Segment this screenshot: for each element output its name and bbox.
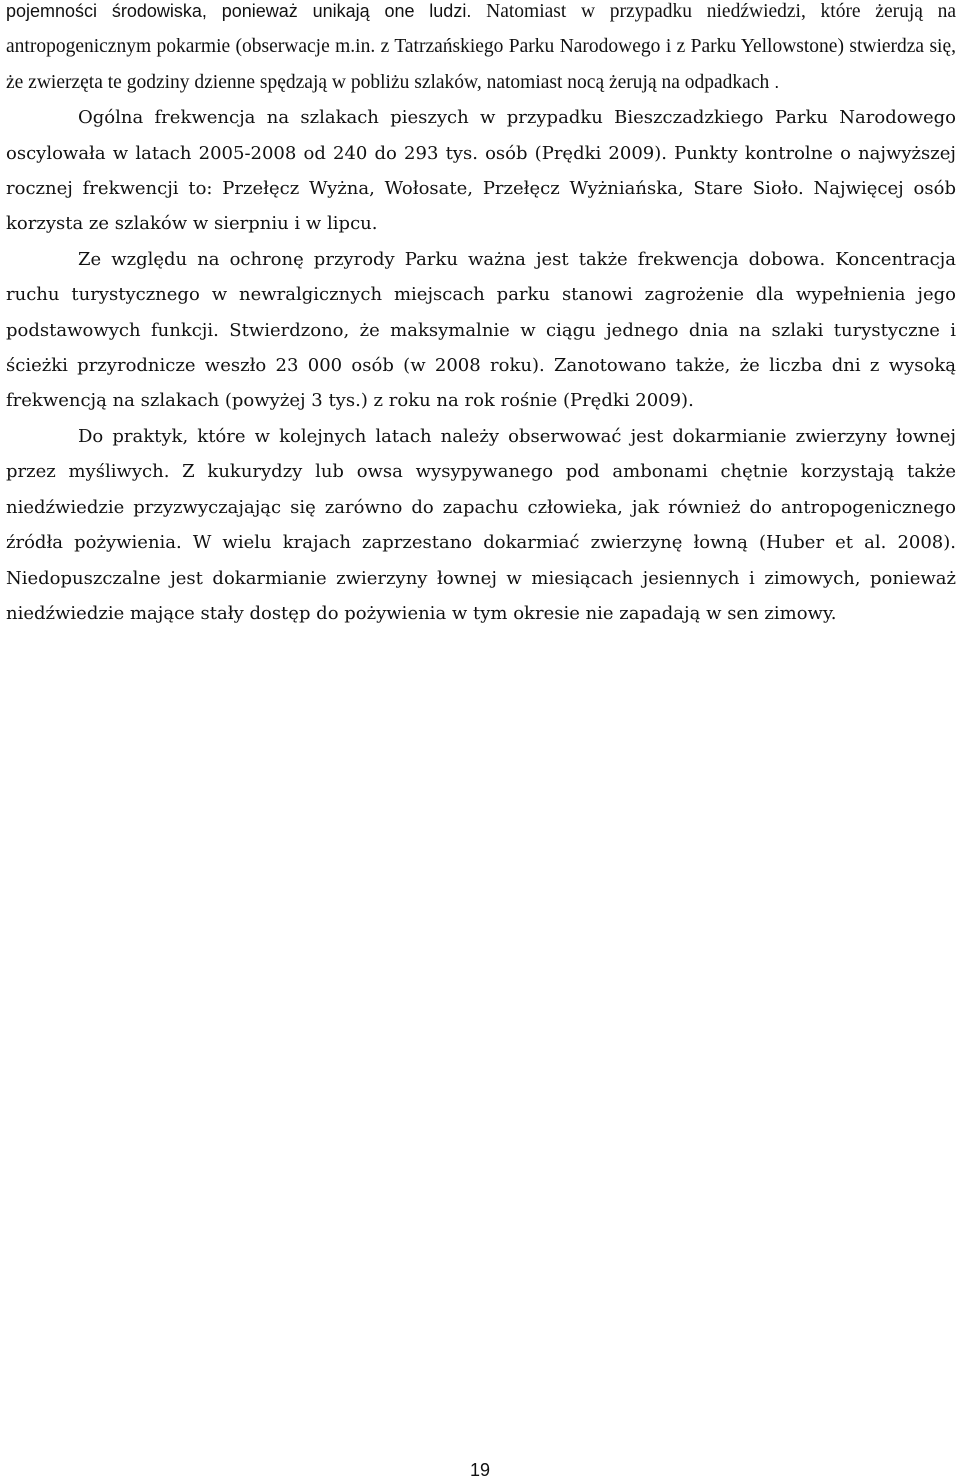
paragraph-trail-attendance: Ogólna frekwencja na szlakach pieszych w przypadku Bieszczadzkiego Parku Narodowego oscylowała w latach 2005-2008 od 240 do 293 tys. osób (Prędki 2009). Punkty kontrolne o najwyższej rocznej frekwencji to: Przełęcz Wyżna, Wołosate, Przełęcz Wyżniańska, Stare Sioło. Najwięcej osób korzysta ze szlaków w sierpniu i w lipcu. <box>6 107 956 235</box>
page-number: 19 <box>469 1460 491 1480</box>
paragraph-continuation-segment-1: pojemności środowiska, ponieważ unikają one ludzi. <box>6 1 487 21</box>
paragraph-continuation-segment-3: . <box>769 71 780 92</box>
paragraph-continuation <box>6 0 956 100</box>
paragraph-daily-attendance: Ze względu na ochronę przyrody Parku ważna jest także frekwencja dobowa. Koncentracja ruchu turystycznego w newralgicznych miejscach parku stanowi zagrożenie dla wypełnienia jego podstawowych funkcji. Stwierdzono, że maksymalnie w ciągu jednego dnia na szlaki turystyczne i ścieżki przyrodnicze weszło 23 000 osób (w 2008 roku). Zanotowano także, że liczba dni z wysoką frekwencją na szlakach (powyżej 3 tys.) z roku na rok rośnie (Prędki 2009). <box>6 248 956 412</box>
document-page <box>6 0 956 631</box>
paragraph-continuation-segment-2: Natomiast w przypadku niedźwiedzi, które żerują na antropogenicznym pokarmie (obserwacje m.in. z Tatrzańskiego Parku Narodowego i z Parku Yellowstone) stwierdza się, że zwierzęta te godziny dzienne spędzają w pobliżu szlaków, natomiast nocą żerują na odpadkach <box>6 1 957 93</box>
paragraph-game-feeding: Do praktyk, które w kolejnych latach należy obserwować jest dokarmianie zwierzyny łownej przez myśliwych. Z kukurydzy lub owsa wysypywanego pod ambonami chętnie korzystają także niedźwiedzie przyzwyczajając się zarówno do zapachu człowieka, jak również do antropogenicznego źródła pożywienia. W wielu krajach zaprzestano dokarmiać zwierzynę łowną (Huber et al. 2008). Niedopuszczalne jest dokarmianie zwierzyny łownej w miesiącach jesiennych i zimowych, ponieważ niedźwiedzie mające stały dostęp do pożywienia w tym okresie nie zapadają w sen zimowy. <box>6 425 956 624</box>
